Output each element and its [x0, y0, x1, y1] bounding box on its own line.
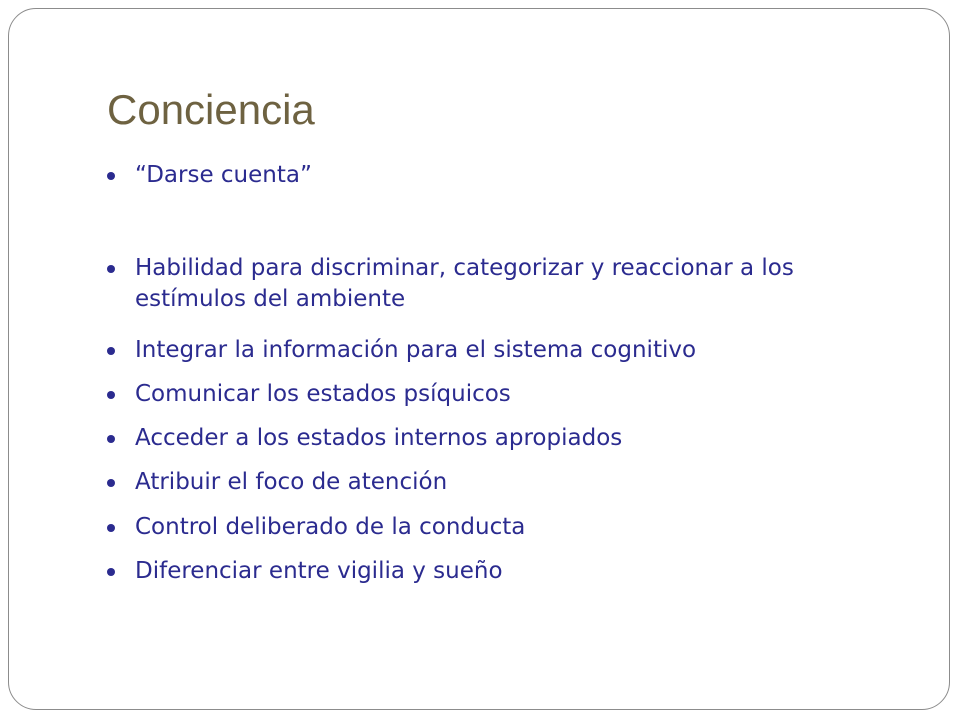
- bullet-text: Diferenciar entre vigilia y sueño: [135, 558, 503, 584]
- bullet-text: “Darse cuenta”: [135, 162, 312, 188]
- bullet-item: [107, 379, 887, 410]
- bullet-dot-icon: [107, 172, 115, 180]
- bullet-dot-icon: [107, 435, 115, 443]
- bullet-dot-icon: [107, 391, 115, 399]
- bullet-item: [107, 556, 887, 587]
- bullet-text: Acceder a los estados internos apropiados: [135, 425, 623, 451]
- bullet-text: Comunicar los estados psíquicos: [135, 381, 511, 407]
- bullet-item: [107, 423, 887, 454]
- bullet-dot-icon: [107, 479, 115, 487]
- slide-title: Conciencia: [107, 86, 315, 133]
- bullet-text: Integrar la información para el sistema cognitivo: [135, 337, 697, 363]
- bullet-text: Habilidad para discriminar, categorizar y reaccionar a los estímulos del ambiente: [135, 255, 794, 312]
- bullet-item: [107, 160, 887, 191]
- bullet-text: Atribuir el foco de atención: [135, 469, 448, 495]
- bullet-item: [107, 253, 887, 315]
- bullet-item: [107, 335, 887, 366]
- bullet-dot-icon: [107, 568, 115, 576]
- bullet-dot-icon: [107, 347, 115, 355]
- bullet-dot-icon: [107, 265, 115, 273]
- bullet-item: [107, 467, 887, 498]
- bullet-dot-icon: [107, 524, 115, 532]
- bullet-text: Control deliberado de la conducta: [135, 514, 526, 540]
- bullet-item: [107, 512, 887, 543]
